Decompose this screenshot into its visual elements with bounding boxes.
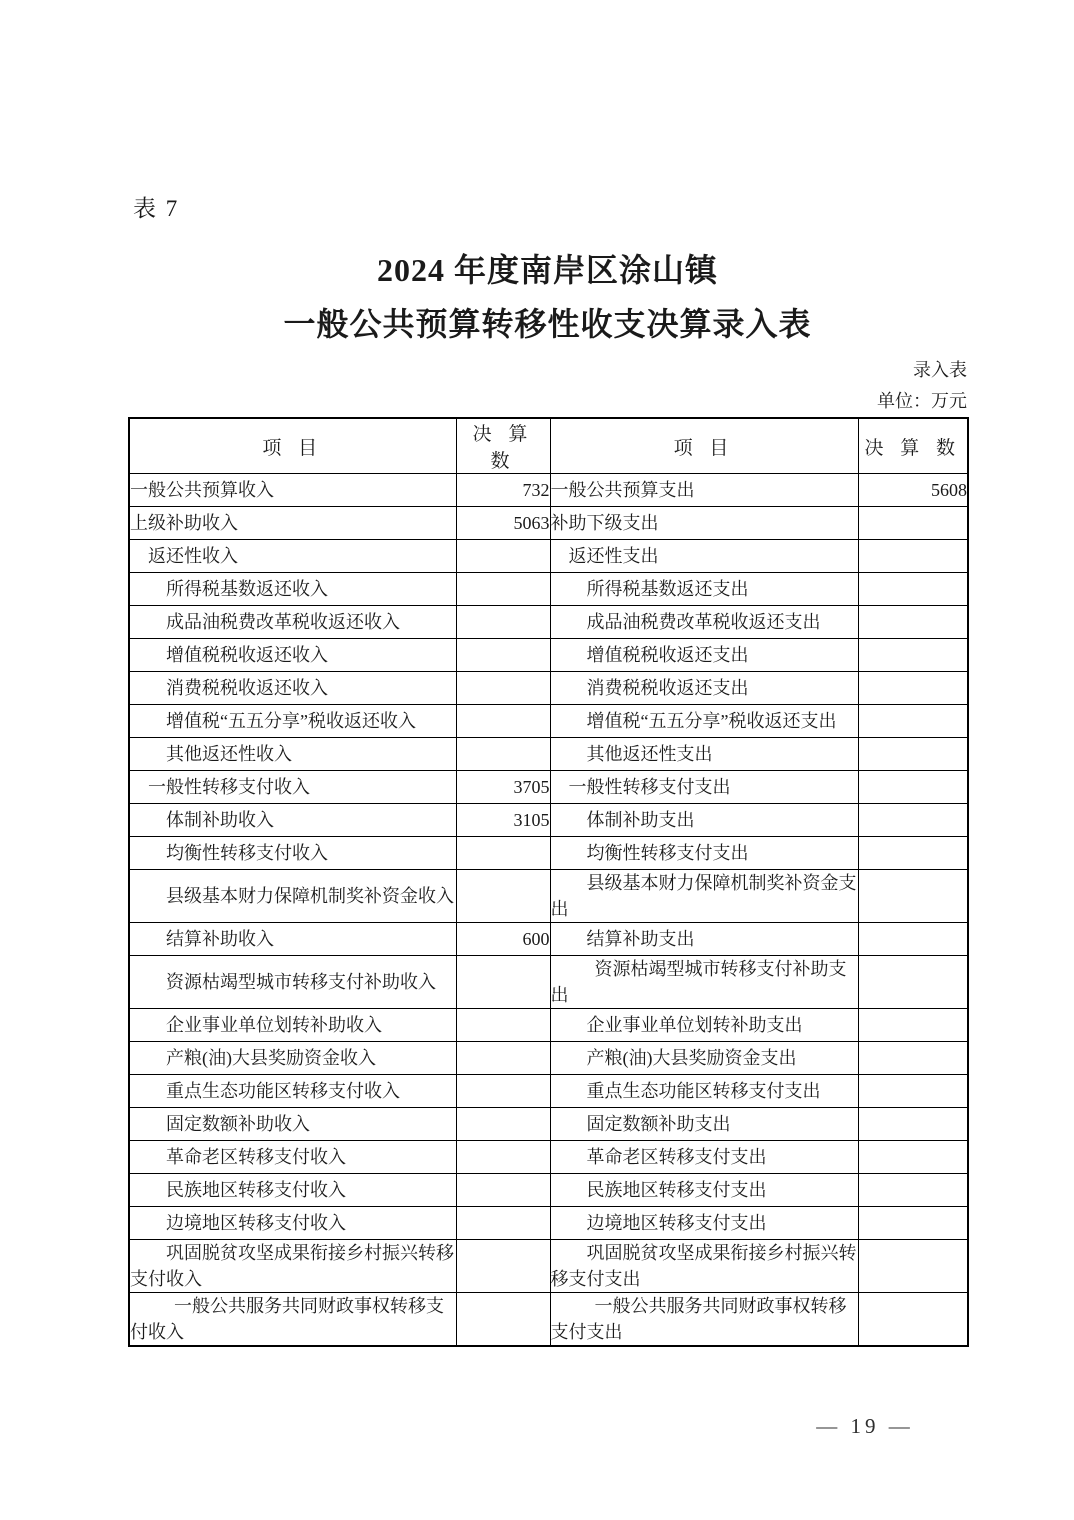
- expense-item-cell: 增值税“五五分享”税收返还支出: [550, 705, 858, 738]
- income-value-cell: [456, 573, 550, 606]
- table-row: [129, 1075, 968, 1108]
- income-item-cell: 所得税基数返还收入: [129, 573, 456, 606]
- table-row: [129, 1141, 968, 1174]
- expense-value-cell: [858, 804, 968, 837]
- income-value-cell: [456, 956, 550, 1009]
- expense-value-cell: [858, 573, 968, 606]
- expense-item-cell: 消费税税收返还支出: [550, 672, 858, 705]
- expense-value-cell: [858, 1141, 968, 1174]
- income-value-cell: 732: [456, 474, 550, 507]
- expense-item-cell: 其他返还性支出: [550, 738, 858, 771]
- income-item-cell: 成品油税费改革税收返还收入: [129, 606, 456, 639]
- expense-value-cell: [858, 540, 968, 573]
- expense-value-cell: [858, 1108, 968, 1141]
- income-value-header: 决 算 数: [456, 418, 550, 474]
- expense-value-cell: [858, 1009, 968, 1042]
- income-item-cell: 县级基本财力保障机制奖补资金收入: [129, 870, 456, 923]
- income-value-cell: [456, 1174, 550, 1207]
- income-value-cell: [456, 672, 550, 705]
- table-row: [129, 639, 968, 672]
- income-value-cell: 600: [456, 923, 550, 956]
- expense-item-cell: 企业事业单位划转补助支出: [550, 1009, 858, 1042]
- expense-value-cell: 5608: [858, 474, 968, 507]
- table-row: [129, 923, 968, 956]
- expense-value-cell: [858, 639, 968, 672]
- expense-item-cell: 结算补助支出: [550, 923, 858, 956]
- expense-value-cell: [858, 1293, 968, 1347]
- table-row: [129, 956, 968, 1009]
- income-item-cell: 资源枯竭型城市转移支付补助收入: [129, 956, 456, 1009]
- table-row: [129, 771, 968, 804]
- budget-table: [128, 417, 969, 1347]
- income-item-cell: 上级补助收入: [129, 507, 456, 540]
- expense-value-cell: [858, 672, 968, 705]
- table-row: [129, 1009, 968, 1042]
- expense-item-cell: 均衡性转移支付支出: [550, 837, 858, 870]
- table-row: [129, 1293, 968, 1347]
- expense-value-cell: [858, 1075, 968, 1108]
- unit-label: 单位：万元: [877, 391, 967, 411]
- expense-value-cell: [858, 956, 968, 1009]
- expense-item-cell: 民族地区转移支付支出: [550, 1174, 858, 1207]
- income-value-cell: [456, 1042, 550, 1075]
- income-value-cell: [456, 540, 550, 573]
- income-item-cell: 体制补助收入: [129, 804, 456, 837]
- table-row: [129, 540, 968, 573]
- expense-item-cell: 资源枯竭型城市转移支付补助支出: [550, 956, 858, 1009]
- table-row: [129, 705, 968, 738]
- table-row: [129, 474, 968, 507]
- expense-value-cell: [858, 507, 968, 540]
- expense-value-header: 决 算 数: [858, 418, 968, 474]
- expense-item-cell: 返还性支出: [550, 540, 858, 573]
- expense-item-cell: 成品油税费改革税收返还支出: [550, 606, 858, 639]
- table-header-row: [129, 418, 968, 474]
- table-row: [129, 507, 968, 540]
- income-item-cell: 产粮(油)大县奖励资金收入: [129, 1042, 456, 1075]
- table-row: [129, 1240, 968, 1293]
- income-item-cell: 固定数额补助收入: [129, 1108, 456, 1141]
- expense-value-cell: [858, 1042, 968, 1075]
- expense-item-cell: 边境地区转移支付支出: [550, 1207, 858, 1240]
- table-row: [129, 573, 968, 606]
- expense-value-cell: [858, 1240, 968, 1293]
- income-value-cell: [456, 738, 550, 771]
- doc-title-line-2: 一般公共预算转移性收支决算录入表: [283, 306, 812, 342]
- table-number-label: 表 7: [133, 196, 180, 221]
- table-row: [129, 870, 968, 923]
- expense-value-cell: [858, 771, 968, 804]
- expense-item-cell: 县级基本财力保障机制奖补资金支出: [550, 870, 858, 923]
- income-item-cell: 其他返还性收入: [129, 738, 456, 771]
- income-value-cell: [456, 837, 550, 870]
- expense-item-cell: 固定数额补助支出: [550, 1108, 858, 1141]
- table-row: [129, 1174, 968, 1207]
- income-value-cell: [456, 1207, 550, 1240]
- expense-value-cell: [858, 923, 968, 956]
- table-row: [129, 606, 968, 639]
- expense-item-cell: 产粮(油)大县奖励资金支出: [550, 1042, 858, 1075]
- table-row: [129, 1042, 968, 1075]
- document-title: [128, 243, 967, 351]
- table-row: [129, 738, 968, 771]
- expense-item-cell: 巩固脱贫攻坚成果衔接乡村振兴转移支付支出: [550, 1240, 858, 1293]
- expense-item-header: 项 目: [550, 418, 858, 474]
- income-value-cell: [456, 1108, 550, 1141]
- expense-value-cell: [858, 837, 968, 870]
- income-value-cell: [456, 606, 550, 639]
- income-item-cell: 革命老区转移支付收入: [129, 1141, 456, 1174]
- income-value-cell: [456, 1293, 550, 1347]
- income-item-cell: 结算补助收入: [129, 923, 456, 956]
- expense-item-cell: 一般公共服务共同财政事权转移支付支出: [550, 1293, 858, 1347]
- expense-item-cell: 体制补助支出: [550, 804, 858, 837]
- income-item-cell: 增值税税收返还收入: [129, 639, 456, 672]
- expense-item-cell: 一般公共预算支出: [550, 474, 858, 507]
- table-row: [129, 804, 968, 837]
- income-item-cell: 增值税“五五分享”税收返还收入: [129, 705, 456, 738]
- form-type-label: 录入表: [913, 360, 967, 380]
- income-value-cell: [456, 1075, 550, 1108]
- expense-value-cell: [858, 705, 968, 738]
- expense-value-cell: [858, 1207, 968, 1240]
- income-item-cell: 边境地区转移支付收入: [129, 1207, 456, 1240]
- income-item-cell: 均衡性转移支付收入: [129, 837, 456, 870]
- doc-title-line-1: 2024 年度南岸区涂山镇: [376, 252, 718, 288]
- income-value-cell: 3705: [456, 771, 550, 804]
- income-value-cell: [456, 1141, 550, 1174]
- income-item-cell: 企业事业单位划转补助收入: [129, 1009, 456, 1042]
- expense-item-cell: 革命老区转移支付支出: [550, 1141, 858, 1174]
- income-item-cell: 返还性收入: [129, 540, 456, 573]
- expense-item-cell: 所得税基数返还支出: [550, 573, 858, 606]
- expense-item-cell: 增值税税收返还支出: [550, 639, 858, 672]
- table-row: [129, 1108, 968, 1141]
- income-value-cell: [456, 639, 550, 672]
- expense-value-cell: [858, 738, 968, 771]
- expense-value-cell: [858, 870, 968, 923]
- expense-item-cell: 补助下级支出: [550, 507, 858, 540]
- expense-item-cell: 一般性转移支付支出: [550, 771, 858, 804]
- income-value-cell: [456, 1240, 550, 1293]
- income-item-cell: 巩固脱贫攻坚成果衔接乡村振兴转移支付收入: [129, 1240, 456, 1293]
- income-value-cell: [456, 870, 550, 923]
- expense-value-cell: [858, 606, 968, 639]
- expense-item-cell: 重点生态功能区转移支付支出: [550, 1075, 858, 1108]
- expense-value-cell: [858, 1174, 968, 1207]
- table-row: [129, 837, 968, 870]
- income-item-cell: 一般性转移支付收入: [129, 771, 456, 804]
- income-value-cell: [456, 705, 550, 738]
- income-item-cell: 一般公共服务共同财政事权转移支付收入: [129, 1293, 456, 1347]
- table-row: [129, 1207, 968, 1240]
- income-item-cell: 民族地区转移支付收入: [129, 1174, 456, 1207]
- table-row: [129, 672, 968, 705]
- income-value-cell: 5063: [456, 507, 550, 540]
- page-number: — 19 —: [816, 1414, 914, 1438]
- income-item-cell: 一般公共预算收入: [129, 474, 456, 507]
- income-value-cell: [456, 1009, 550, 1042]
- income-item-header: 项 目: [129, 418, 456, 474]
- income-item-cell: 消费税税收返还收入: [129, 672, 456, 705]
- income-value-cell: 3105: [456, 804, 550, 837]
- income-item-cell: 重点生态功能区转移支付收入: [129, 1075, 456, 1108]
